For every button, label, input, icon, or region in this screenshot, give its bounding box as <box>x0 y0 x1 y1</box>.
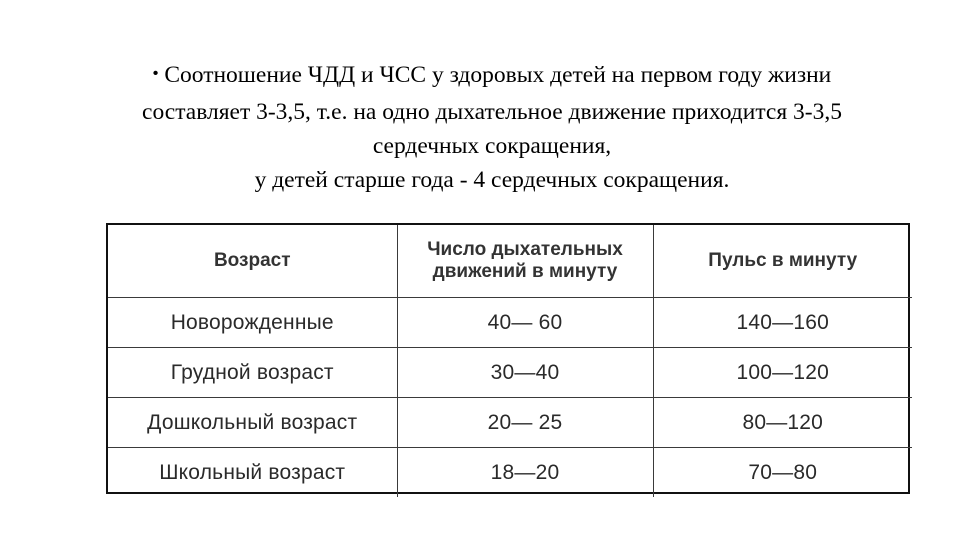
table-header-row <box>108 225 912 298</box>
table-row <box>108 348 912 398</box>
cell-respiratory-rate: 20— 25 <box>397 398 653 448</box>
text-line-2: составляет 3-3,5, т.е. на одно дыхательное движение приходится 3-3,5 <box>142 99 842 125</box>
table-row <box>108 398 912 448</box>
table-row <box>108 298 912 348</box>
text-line-3: сердечных сокращения, <box>372 133 612 159</box>
cell-pulse: 140—160 <box>653 298 912 348</box>
cell-pulse: 70—80 <box>653 448 912 498</box>
cell-age: Дошкольный возраст <box>108 398 397 448</box>
cell-pulse: 100—120 <box>653 348 912 398</box>
header-age: Возраст <box>108 225 397 298</box>
bullet-icon: • <box>152 65 159 82</box>
cell-respiratory-rate: 18—20 <box>397 448 653 498</box>
text-line-1 <box>62 58 922 95</box>
text-line-4: у детей старше года - 4 сердечных сокращения. <box>254 167 730 193</box>
cell-age: Школьный возраст <box>108 448 397 498</box>
text-line-1-content: Соотношение ЧДД и ЧСС у здоровых детей на первом году жизни <box>164 62 832 88</box>
data-table <box>108 225 912 497</box>
cell-pulse: 80—120 <box>653 398 912 448</box>
cell-age: Новорожденные <box>108 298 397 348</box>
table-row <box>108 448 912 498</box>
header-respiratory-rate: Число дыхательных движений в минуту <box>397 225 653 298</box>
slide-text <box>62 58 922 197</box>
cell-respiratory-rate: 40— 60 <box>397 298 653 348</box>
header-pulse: Пульс в минуту <box>653 225 912 298</box>
age-norms-table <box>106 223 910 494</box>
cell-age: Грудной возраст <box>108 348 397 398</box>
cell-respiratory-rate: 30—40 <box>397 348 653 398</box>
